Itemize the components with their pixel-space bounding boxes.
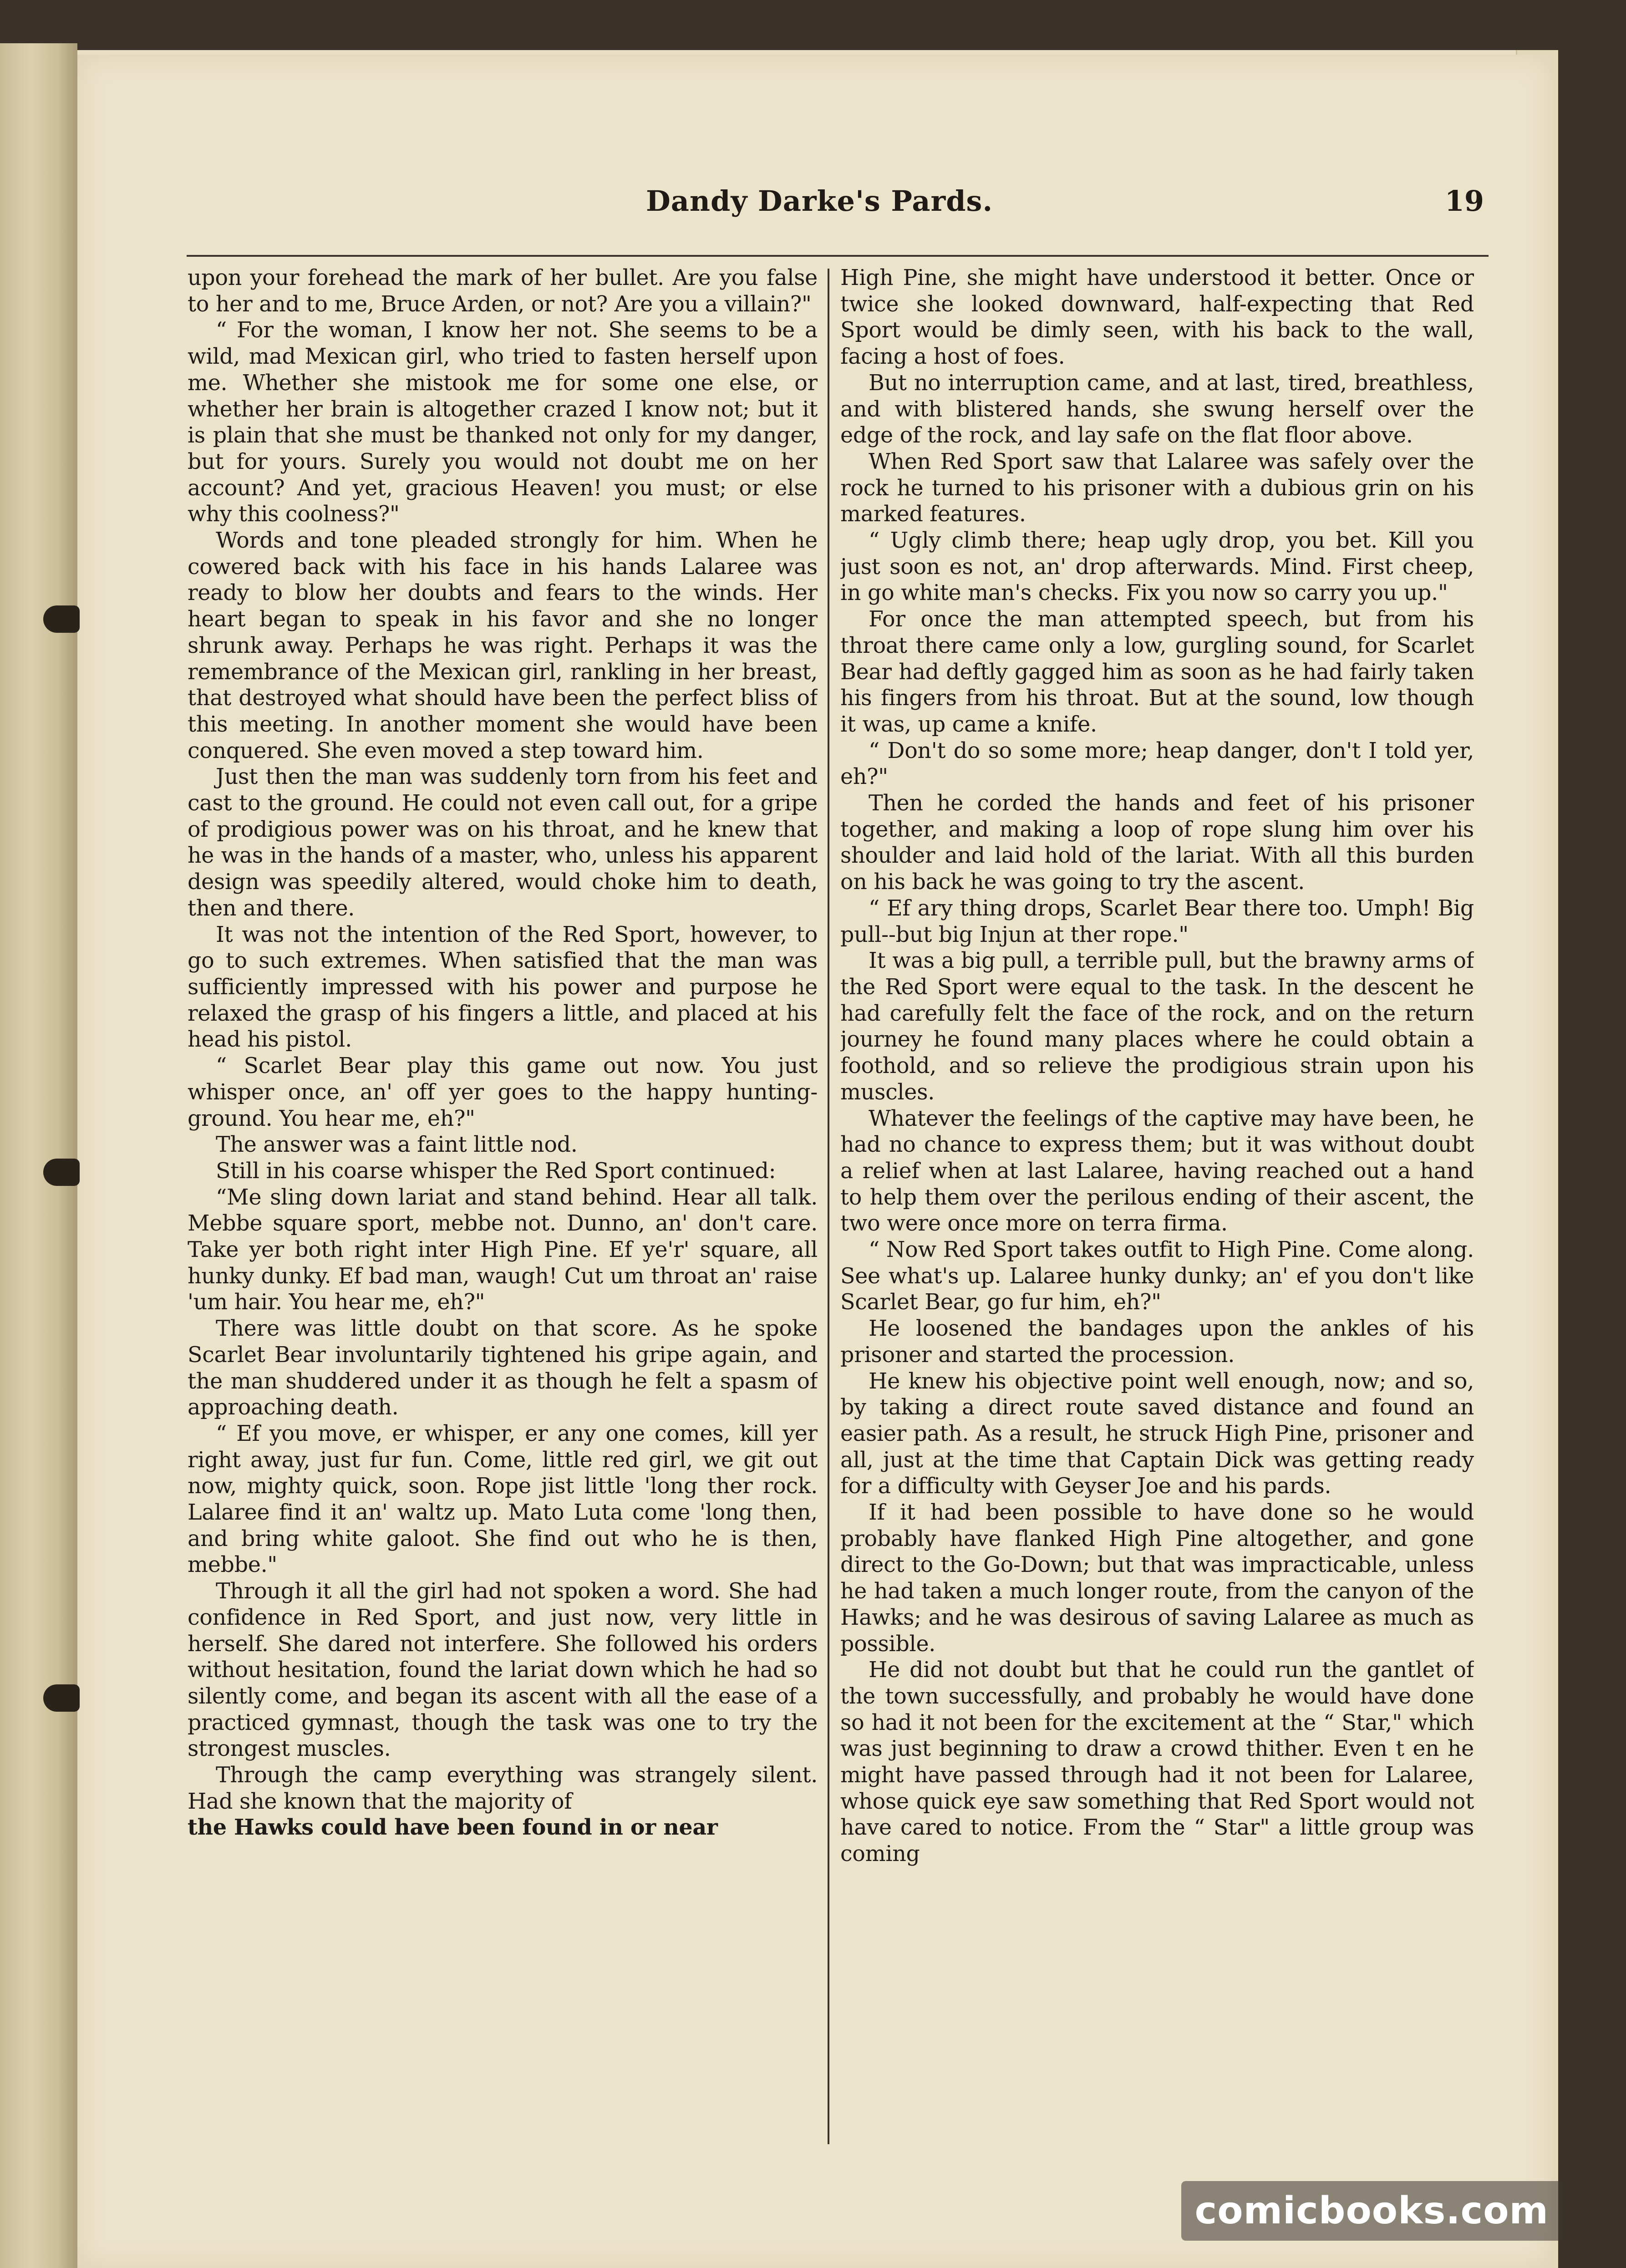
paragraph: “ Scarlet Bear play this game out now. You just whisper once, an' off yer goes to the happy hunting-ground. You hear me, eh?"	[188, 1053, 818, 1131]
left-column	[188, 265, 818, 2150]
background-top	[0, 0, 1626, 50]
paragraph: “ Ugly climb there; heap ugly drop, you bet. Kill you just soon es not, an' drop afterwards. Mind. First cheep, in go white man's checks. Fix you now so carry you up."	[840, 528, 1474, 606]
page-number: 19	[1444, 184, 1484, 218]
paragraph: Then he corded the hands and feet of his prisoner together, and making a loop of rope slung him over his shoulder and laid hold of the lariat. With all this burden on his back he was going to try the ascent.	[840, 791, 1474, 895]
paragraph: It was not the intention of the Red Sport, however, to go to such extremes. When satisfied that the man was sufficiently impressed with his power and purpose he relaxed the grasp of his fingers a little, and placed at his head his pistol.	[188, 922, 818, 1053]
paragraph: “ For the woman, I know her not. She seems to be a wild, mad Mexican girl, who tried to fasten herself upon me. Whether she mistook me for some one else, or whether her brain is altogether crazed I know not; but it is plain that she must be thanked not only for my danger, but for yours. Surely you would not doubt me on her account? And yet, gracious Heaven! you must; or else why this coolness?"	[188, 318, 818, 527]
paragraph: “Me sling down lariat and stand behind. Hear all talk. Mebbe square sport, mebbe not. Dunno, an' don't care. Take yer both right inter High Pine. Ef ye'r' square, all hunky dunky. Ef bad man, waugh! Cut um throat an' raise 'um hair. You hear me, eh?"	[188, 1185, 818, 1315]
paragraph: Words and tone pleaded strongly for him. When he cowered back with his face in his hands Lalaree was ready to blow her doubts and fears to the winds. Her heart began to speak in his favor and she no longer shrunk away. Perhaps he was right. Perhaps it was the remembrance of the Mexican girl, rankling in her breast, that destroyed what should have been the perfect bliss of this meeting. In another moment she would have been conquered. She even moved a step toward him.	[188, 528, 818, 763]
paragraph: Still in his coarse whisper the Red Sport continued:	[216, 1158, 776, 1184]
paragraph: For once the man attempted speech, but from his throat there came only a low, gurgling sound, for Scarlet Bear had deftly gagged him as soon as he had fairly taken his fingers from his throat. But at the sound, low though it was, up came a knife.	[840, 607, 1474, 737]
paragraph: “ Don't do so some more; heap danger, don't I told yer, eh?"	[840, 738, 1474, 790]
paragraph: upon your forehead the mark of her bullet. Are you false to her and to me, Bruce Arden, or not? Are you a villain?"	[188, 265, 818, 317]
paragraph: Through it all the girl had not spoken a word. She had confidence in Red Sport, and just now, very little in herself. She dared not interfere. She followed his orders without hesitation, found the lariat down which he had so silently come, and began its ascent with all the ease of a practiced gymnast, though the task was one to try the strongest muscles.	[188, 1579, 818, 1762]
paragraph: When Red Sport saw that Lalaree was safely over the rock he turned to his prisoner with a dubious grin on his marked features.	[840, 449, 1474, 527]
column-divider	[828, 269, 829, 2144]
paragraph: “ Ef you move, er whisper, er any one comes, kill yer right away, just fur fun. Come, little red girl, we git out now, mighty quick, soon. Rope jist little 'long ther rock. Lalaree find it an' waltz up. Mato Luta come 'long then, and bring white galoot. She find out who he is then, mebbe."	[188, 1421, 818, 1578]
paragraph: “ Now Red Sport takes outfit to High Pine. Come along. See what's up. Lalaree hunky dunky; an' ef you don't like Scarlet Bear, go fur him, eh?"	[840, 1237, 1474, 1315]
staple-top	[43, 605, 80, 633]
paragraph: The answer was a faint little nod.	[216, 1132, 578, 1158]
watermark: comicbooks.com	[1181, 2181, 1562, 2241]
paragraph: He did not doubt but that he could run the gantlet of the town successfully, and probably he would have done so had it not been for the excitement at the “ Star," which was just beginning to draw a crowd thither. Even t en he might have passed through had it not been for Lalaree, whose quick eye saw something that Red Sport would not have cared to notice. From the “ Star" a little group was coming	[840, 1658, 1474, 1867]
binding-strip	[0, 43, 77, 2268]
paragraph: But no interruption came, and at last, tired, breathless, and with blistered hands, she swung herself over the edge of the rock, and lay safe on the flat floor above.	[840, 370, 1474, 448]
paragraph: “ Ef ary thing drops, Scarlet Bear there too. Umph! Big pull--but big Injun at ther rope."	[840, 895, 1474, 947]
right-column	[840, 265, 1474, 2150]
header-rule	[187, 255, 1489, 257]
staple-middle	[43, 1159, 80, 1186]
paragraph: Through the camp everything was strangely silent. Had she known that the majority of	[188, 1763, 818, 1814]
paragraph: Whatever the feelings of the captive may have been, he had no chance to express them; but it was without doubt a relief when at last Lalaree, having reached out a hand to help them over the perilous ending of their ascent, the two were once more on terra firma.	[840, 1106, 1474, 1236]
paragraph: Just then the man was suddenly torn from his feet and cast to the ground. He could not even call out, for a gripe of prodigious power was on his throat, and he knew that he was in the hands of a master, who, unless his apparent design was speedily altered, would choke him to death, then and there.	[188, 764, 818, 921]
paragraph: It was a big pull, a terrible pull, but the brawny arms of the Red Sport were equal to the task. In the descent he had carefully felt the face of the rock, and on the return journey he found many places where he could obtain a foothold, and so relieve the prodigious strain upon his muscles.	[840, 948, 1474, 1105]
paragraph: He loosened the bandages upon the ankles of his prisoner and started the procession.	[840, 1316, 1474, 1368]
paragraph: He knew his objective point well enough, now; and so, by taking a direct route saved distance and found an easier path. As a result, he struck High Pine, prisoner and all, just at the time that Captain Dick was getting ready for a difficulty with Geyser Joe and his pards.	[840, 1368, 1474, 1499]
paragraph: If it had been possible to have done so he would probably have flanked High Pine altogether, and gone direct to the Go-Down; but that was impracticable, unless he had taken a much longer route, from the canyon of the Hawks; and he was desirous of saving Lalaree as much as possible.	[840, 1500, 1474, 1657]
background-right	[1552, 0, 1626, 2268]
paragraph: High Pine, she might have understood it better. Once or twice she looked downward, half-expecting that Red Sport would be dimly seen, with his back to the wall, facing a host of foes.	[840, 265, 1474, 370]
paragraph: the Hawks could have been found in or near	[188, 1815, 718, 1841]
running-title: Dandy Darke's Pards.	[645, 184, 993, 218]
staple-bottom	[43, 1684, 80, 1712]
paragraph: There was little doubt on that score. As he spoke Scarlet Bear involuntarily tightened his gripe again, and the man shuddered under it as though he felt a spasm of approaching death.	[188, 1316, 818, 1420]
